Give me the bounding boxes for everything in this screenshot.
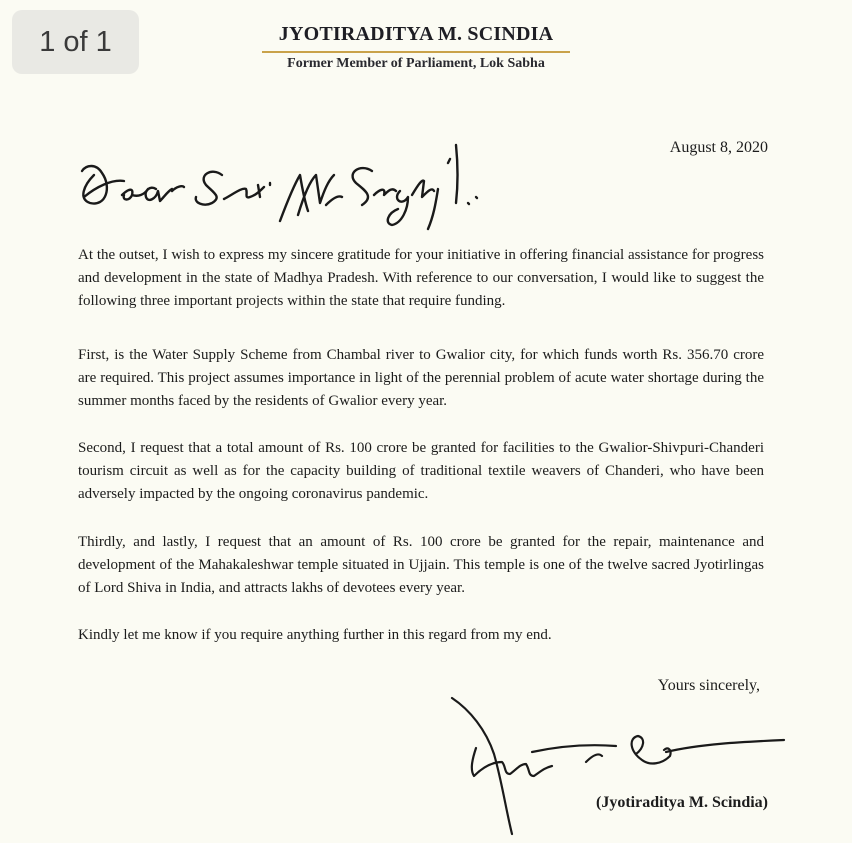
letter-date: August 8, 2020 bbox=[669, 139, 768, 156]
letterhead-title: Former Member of Parliament, Lok Sabha bbox=[287, 56, 545, 71]
letter-closing: Yours sincerely, bbox=[657, 677, 760, 694]
letterhead bbox=[262, 23, 570, 72]
paragraph-2: First, is the Water Supply Scheme from Chambal river to Gwalior city, for which funds worth Rs. 356.70 crore are required. This project assumes importance in light of the perennial problem of acute water shortage during the summer months faced by the residents of Gwalior every year. bbox=[78, 347, 764, 409]
handwritten-salutation bbox=[72, 125, 512, 240]
signer-name: (Jyotiraditya M. Scindia) bbox=[596, 794, 768, 811]
paragraph-4: Thirdly, and lastly, I request that an amount of Rs. 100 crore be granted for the repair, maintenance and development of the Mahakaleshwar temple situated in Ujjain. This temple is one of the twelve sacred Jyotirlingas of Lord Shiva in India, and attracts lakhs of devotees every year. bbox=[78, 534, 764, 596]
paragraph-1: At the outset, I wish to express my sincere gratitude for your initiative in offering financial assistance for progress and development in the state of Madhya Pradesh. With reference to our conversation, I would like to suggest the following three important projects within the state that require funding. bbox=[78, 247, 764, 309]
paragraph-5: Kindly let me know if you require anything further in this regard from my end. bbox=[78, 627, 552, 643]
page-counter-badge: 1 of 1 bbox=[12, 10, 139, 74]
letterhead-divider bbox=[262, 51, 570, 53]
paragraph-3: Second, I request that a total amount of Rs. 100 crore be granted for facilities to the Gwalior-Shivpuri-Chanderi tourism circuit as well as for the capacity building of traditional textile weavers of Chanderi, who have been adversely impacted by the ongoing coronavirus pandemic. bbox=[78, 440, 764, 502]
handwritten-signature bbox=[440, 690, 800, 843]
letterhead-name: JYOTIRADITYA M. SCINDIA bbox=[278, 23, 554, 45]
